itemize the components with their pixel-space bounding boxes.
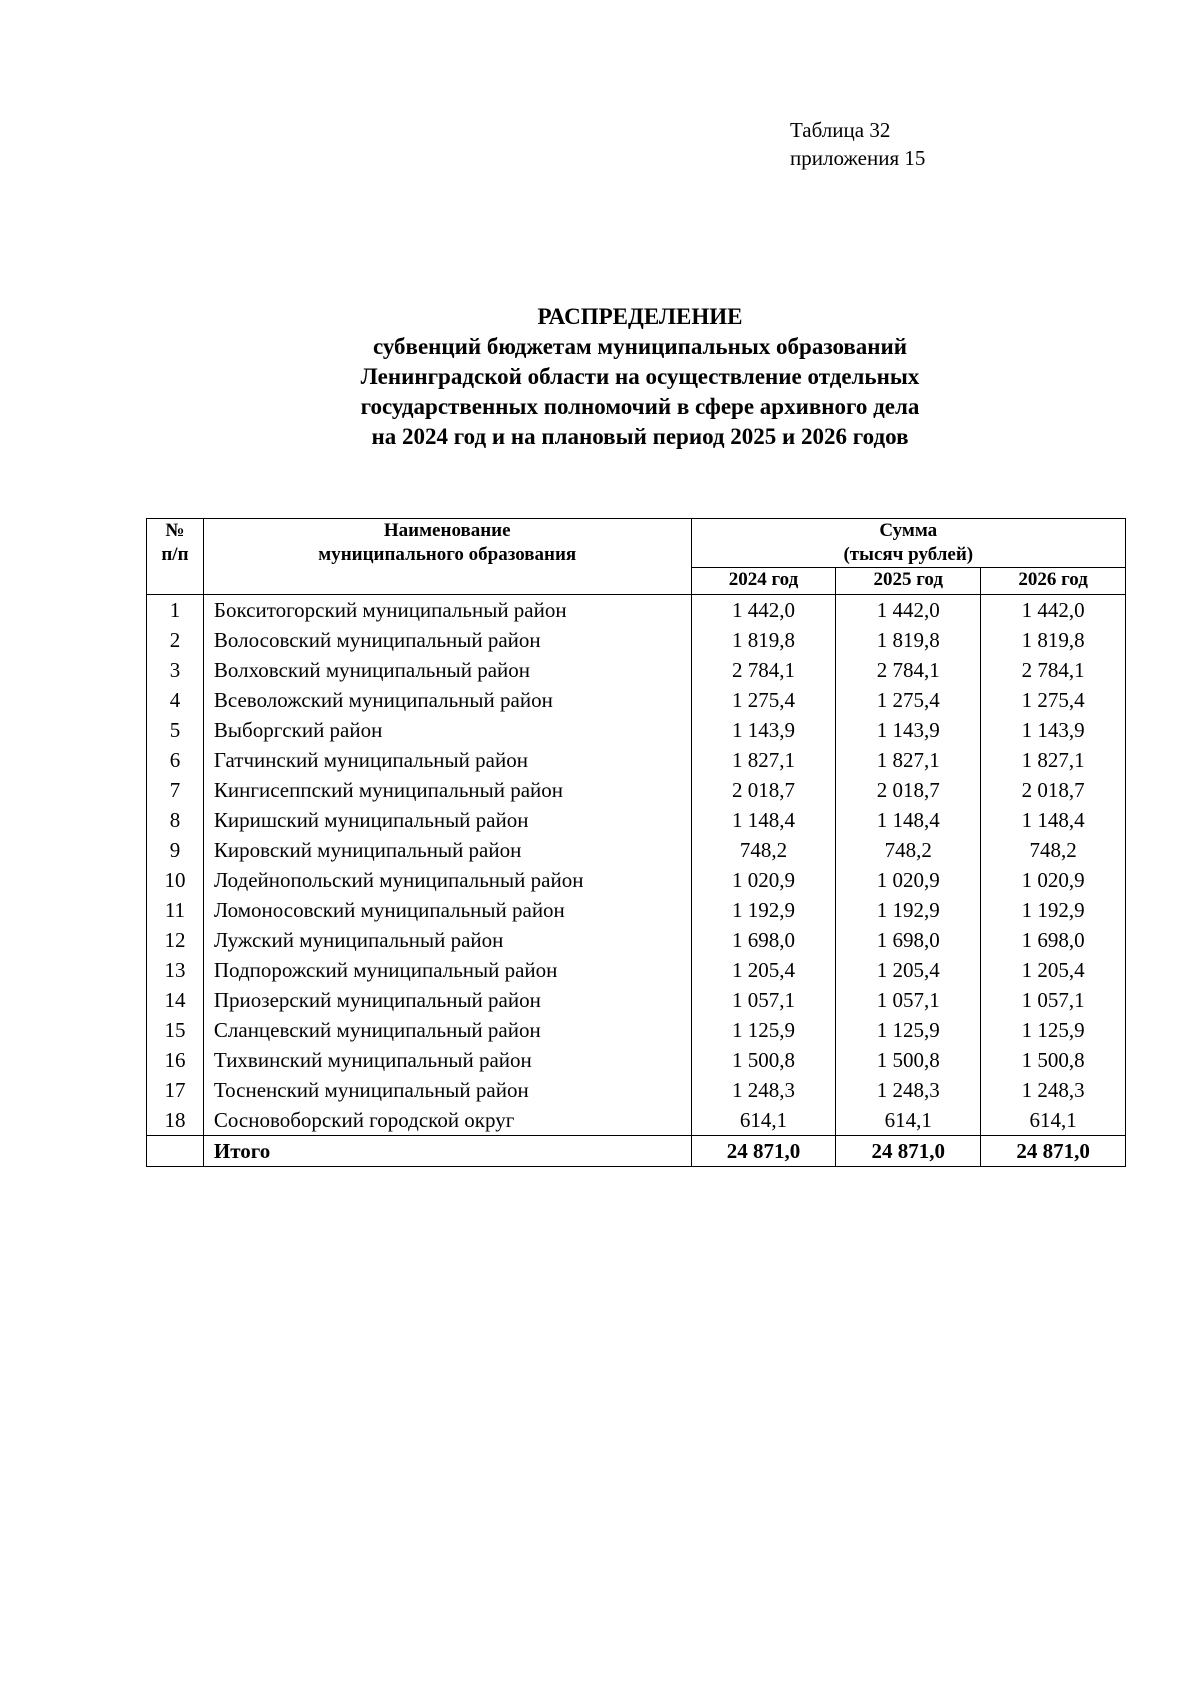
header-sum-line-1: Сумма <box>879 520 938 541</box>
row-value-2024: 1 125,9 <box>691 1015 836 1045</box>
table-row <box>147 1105 1126 1136</box>
row-value-2026: 1 500,8 <box>981 1045 1126 1075</box>
total-2024: 24 871,0 <box>691 1136 836 1167</box>
title-line-3: Ленинградской области на осуществление отдельных <box>360 364 920 389</box>
row-number: 10 <box>147 865 204 895</box>
row-value-2026: 1 020,9 <box>981 865 1126 895</box>
appendix-number: приложения 15 <box>790 146 926 170</box>
row-number: 18 <box>147 1105 204 1136</box>
row-value-2025: 1 500,8 <box>836 1045 981 1075</box>
row-number: 5 <box>147 715 204 745</box>
row-value-2025: 1 275,4 <box>836 685 981 715</box>
header-name-line-1: Наименование <box>383 520 511 541</box>
row-name: Выборгский район <box>203 715 691 745</box>
title-line-4: государственных полномочий в сфере архивного дела <box>360 394 920 419</box>
row-number: 13 <box>147 955 204 985</box>
row-value-2024: 1 148,4 <box>691 805 836 835</box>
row-value-2025: 1 442,0 <box>836 595 981 626</box>
row-value-2024: 614,1 <box>691 1105 836 1136</box>
row-name: Бокситогорский муниципальный район <box>203 595 691 626</box>
row-number: 9 <box>147 835 204 865</box>
row-value-2025: 1 827,1 <box>836 745 981 775</box>
row-number: 1 <box>147 595 204 626</box>
table-row <box>147 595 1126 626</box>
row-value-2024: 1 275,4 <box>691 685 836 715</box>
row-value-2024: 1 698,0 <box>691 925 836 955</box>
row-value-2025: 2 784,1 <box>836 655 981 685</box>
row-value-2024: 1 819,8 <box>691 625 836 655</box>
row-value-2025: 2 018,7 <box>836 775 981 805</box>
row-name: Сосновоборский городской округ <box>203 1105 691 1136</box>
row-value-2025: 748,2 <box>836 835 981 865</box>
row-name: Кировский муниципальный район <box>203 835 691 865</box>
row-value-2025: 614,1 <box>836 1105 981 1136</box>
row-value-2024: 1 205,4 <box>691 955 836 985</box>
row-value-2026: 1 275,4 <box>981 685 1126 715</box>
row-number: 12 <box>147 925 204 955</box>
row-number: 4 <box>147 685 204 715</box>
row-number: 17 <box>147 1075 204 1105</box>
row-value-2026: 1 057,1 <box>981 985 1126 1015</box>
row-name: Киришский муниципальный район <box>203 805 691 835</box>
header-year-2024: 2024 год <box>691 568 836 595</box>
row-name: Приозерский муниципальный район <box>203 985 691 1015</box>
row-value-2025: 1 205,4 <box>836 955 981 985</box>
header-number-line-1: № <box>165 520 185 541</box>
table-row <box>147 715 1126 745</box>
row-value-2025: 1 698,0 <box>836 925 981 955</box>
total-row <box>147 1136 1126 1167</box>
row-value-2024: 1 020,9 <box>691 865 836 895</box>
row-value-2026: 614,1 <box>981 1105 1126 1136</box>
title-line-1: РАСПРЕДЕЛЕНИЕ <box>537 304 743 329</box>
row-value-2025: 1 248,3 <box>836 1075 981 1105</box>
total-label: Итого <box>203 1136 691 1167</box>
row-value-2026: 2 018,7 <box>981 775 1126 805</box>
row-name: Лужский муниципальный район <box>203 925 691 955</box>
table-row <box>147 865 1126 895</box>
row-value-2025: 1 192,9 <box>836 895 981 925</box>
header-sum <box>691 519 1125 568</box>
row-number: 8 <box>147 805 204 835</box>
row-value-2024: 1 442,0 <box>691 595 836 626</box>
row-value-2026: 1 819,8 <box>981 625 1126 655</box>
title-line-2: субвенций бюджетам муниципальных образований <box>372 334 908 359</box>
table-row <box>147 835 1126 865</box>
title-line-5: на 2024 год и на плановый период 2025 и 2026 годов <box>371 424 909 449</box>
row-number: 14 <box>147 985 204 1015</box>
table-row <box>147 1045 1126 1075</box>
row-name: Подпорожский муниципальный район <box>203 955 691 985</box>
header-number-line-2: п/п <box>161 544 189 565</box>
row-value-2026: 1 205,4 <box>981 955 1126 985</box>
table-header-row <box>147 519 1126 568</box>
header-sum-line-2: (тысяч рублей) <box>843 544 974 565</box>
table-row <box>147 655 1126 685</box>
row-value-2025: 1 020,9 <box>836 865 981 895</box>
row-value-2024: 1 500,8 <box>691 1045 836 1075</box>
row-value-2026: 1 442,0 <box>981 595 1126 626</box>
document-title <box>180 302 1100 452</box>
total-2025: 24 871,0 <box>836 1136 981 1167</box>
row-value-2024: 1 143,9 <box>691 715 836 745</box>
table-row <box>147 805 1126 835</box>
header-name <box>203 519 691 595</box>
row-name: Тосненский муниципальный район <box>203 1075 691 1105</box>
row-value-2024: 1 057,1 <box>691 985 836 1015</box>
row-number: 16 <box>147 1045 204 1075</box>
row-name: Кингисеппский муниципальный район <box>203 775 691 805</box>
row-value-2024: 1 248,3 <box>691 1075 836 1105</box>
table-number: Таблица 32 <box>790 118 891 142</box>
row-value-2024: 2 784,1 <box>691 655 836 685</box>
row-value-2025: 1 143,9 <box>836 715 981 745</box>
row-name: Тихвинский муниципальный район <box>203 1045 691 1075</box>
row-name: Гатчинский муниципальный район <box>203 745 691 775</box>
row-number: 2 <box>147 625 204 655</box>
row-value-2026: 1 192,9 <box>981 895 1126 925</box>
table-row <box>147 895 1126 925</box>
table-row <box>147 925 1126 955</box>
table-row <box>147 775 1126 805</box>
row-value-2026: 1 248,3 <box>981 1075 1126 1105</box>
row-number: 7 <box>147 775 204 805</box>
row-value-2024: 1 192,9 <box>691 895 836 925</box>
table-row <box>147 985 1126 1015</box>
table-row <box>147 745 1126 775</box>
row-number: 6 <box>147 745 204 775</box>
row-name: Ломоносовский муниципальный район <box>203 895 691 925</box>
table-row <box>147 685 1126 715</box>
row-value-2025: 1 148,4 <box>836 805 981 835</box>
header-year-2026: 2026 год <box>981 568 1126 595</box>
table-row <box>147 1075 1126 1105</box>
row-number: 15 <box>147 1015 204 1045</box>
row-name: Волосовский муниципальный район <box>203 625 691 655</box>
header-name-line-2: муниципального образования <box>318 544 577 565</box>
row-value-2024: 2 018,7 <box>691 775 836 805</box>
row-value-2025: 1 057,1 <box>836 985 981 1015</box>
row-value-2025: 1 819,8 <box>836 625 981 655</box>
header-year-2025: 2025 год <box>836 568 981 595</box>
row-number: 11 <box>147 895 204 925</box>
row-number: 3 <box>147 655 204 685</box>
header-number <box>147 519 204 595</box>
table-reference <box>790 116 925 172</box>
row-name: Лодейнопольский муниципальный район <box>203 865 691 895</box>
table-row <box>147 625 1126 655</box>
row-value-2026: 1 698,0 <box>981 925 1126 955</box>
distribution-table <box>146 518 1126 1167</box>
row-value-2026: 748,2 <box>981 835 1126 865</box>
table-row <box>147 1015 1126 1045</box>
row-value-2025: 1 125,9 <box>836 1015 981 1045</box>
row-value-2026: 1 148,4 <box>981 805 1126 835</box>
row-name: Всеволожский муниципальный район <box>203 685 691 715</box>
row-name: Волховский муниципальный район <box>203 655 691 685</box>
row-value-2024: 748,2 <box>691 835 836 865</box>
row-value-2026: 1 827,1 <box>981 745 1126 775</box>
total-2026: 24 871,0 <box>981 1136 1126 1167</box>
row-name: Сланцевский муниципальный район <box>203 1015 691 1045</box>
table-body <box>147 595 1126 1167</box>
table-row <box>147 955 1126 985</box>
total-number <box>147 1136 204 1167</box>
row-value-2026: 1 143,9 <box>981 715 1126 745</box>
row-value-2026: 2 784,1 <box>981 655 1126 685</box>
row-value-2024: 1 827,1 <box>691 745 836 775</box>
row-value-2026: 1 125,9 <box>981 1015 1126 1045</box>
